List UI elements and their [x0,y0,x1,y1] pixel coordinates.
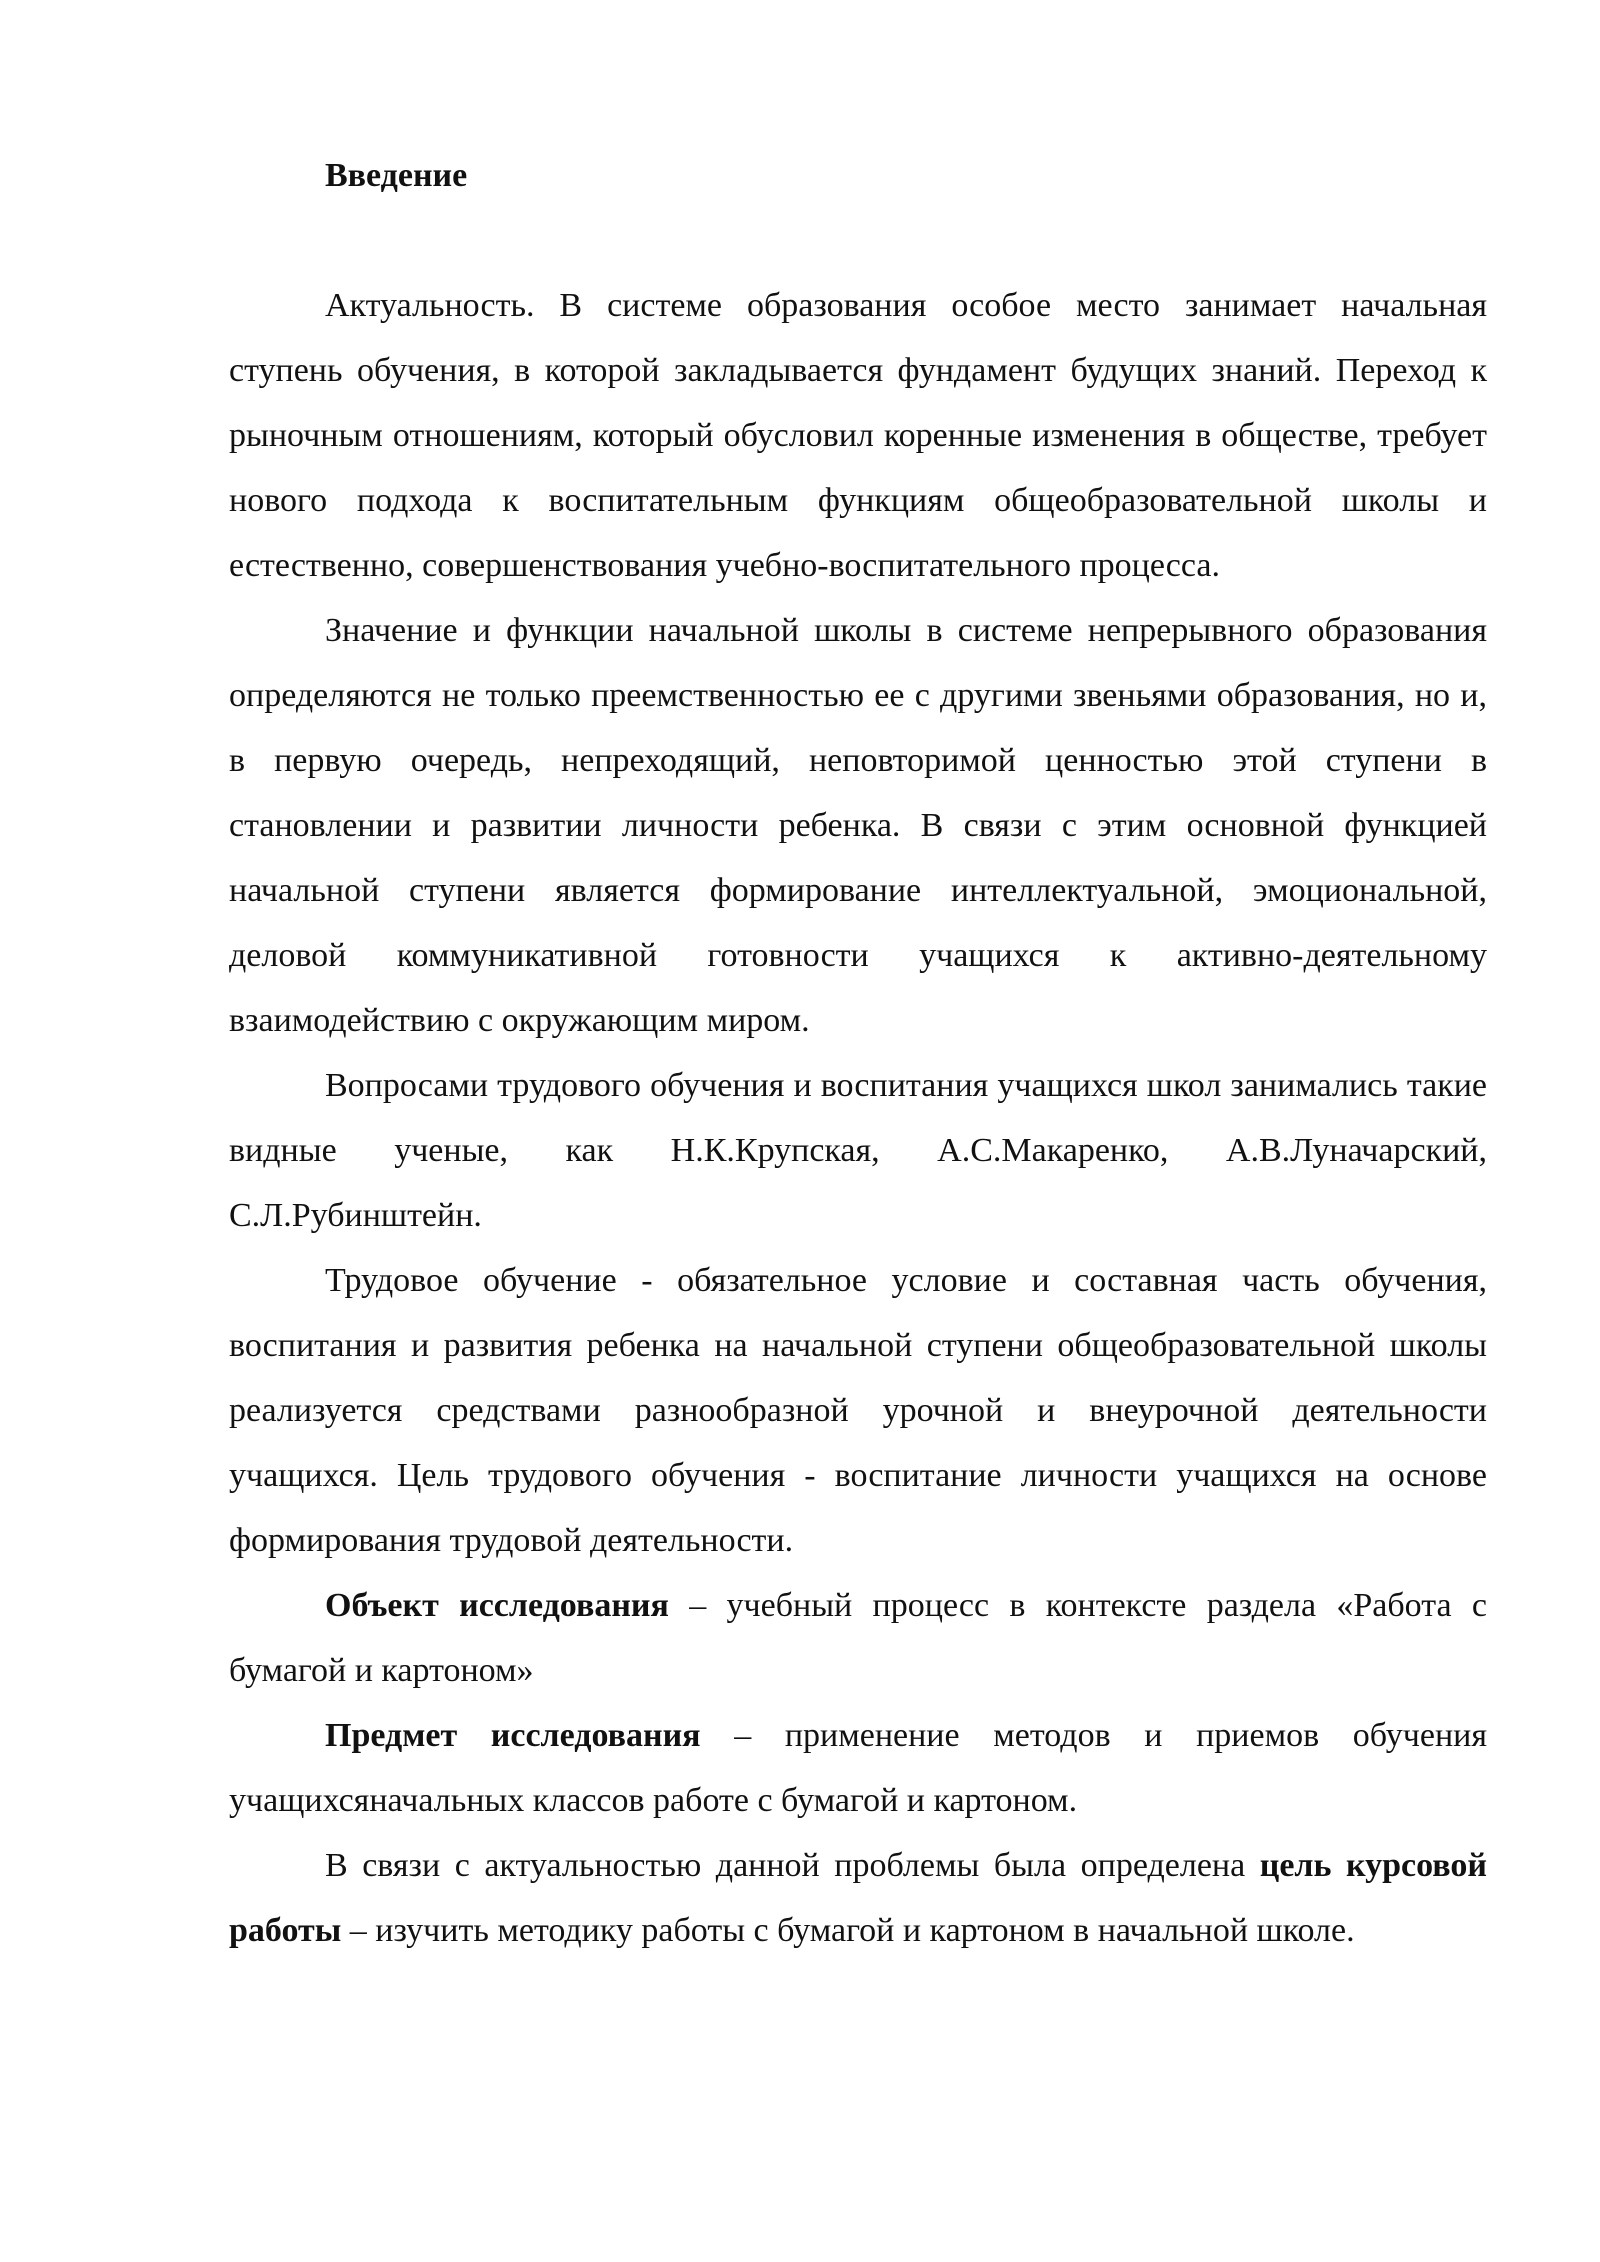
research-goal-text: – изучить методику работы с бумагой и картоном в начальной школе. [341,1912,1355,1949]
paragraph-research-goal [229,1833,1487,1963]
paragraph-scientists: Вопросами трудового обучения и воспитания учащихся школ занимались такие видные ученые, как Н.К.Крупская, А.С.Макаренко, А.В.Луначарский, С.Л.Рубинштейн. [229,1067,1487,1234]
research-object-label: Объект исследования [325,1587,669,1624]
paragraph-research-object [229,1573,1487,1703]
research-object-text: – учебный процесс в контексте раздела «Работа с бумагой и картоном» [229,1587,1487,1689]
research-subject-text: – применение методов и приемов обучения учащихсяначальных классов работе с бумагой и картоном. [229,1717,1487,1819]
section-heading: Введение [325,157,468,194]
paragraph-labor-training: Трудовое обучение - обязательное условие и составная часть обучения, воспитания и развития ребенка на начальной ступени общеобразовательной школы реализуется средствами разнообразной урочной и внеурочной деятельности учащихся. Цель трудового обучения - воспитание личности учащихся на основе формирования трудовой деятельности. [229,1262,1487,1559]
research-goal-intro: В связи с актуальностью данной проблемы была определена [325,1847,1260,1884]
research-subject-label: Предмет исследования [325,1717,701,1754]
research-goal-label: цель курсовой работы [229,1847,1487,1949]
paragraph-primary-school-role: Значение и функции начальной школы в системе непрерывного образования определяются не только преемственностью ее с другими звеньями образования, но и, в первую очередь, непреходящий, неповторимой ценностью этой ступени в становлении и развитии личности ребенка. В связи с этим основной функцией начальной ступени является формирование интеллектуальной, эмоциональной, деловой коммуникативной готовности учащихся к активно-деятельному взаимодействию с окружающим миром. [229,612,1487,1039]
paragraph-research-subject [229,1703,1487,1833]
paragraph-relevance: Актуальность. В системе образования особое место занимает начальная ступень обучения, в которой закладывается фундамент будущих знаний. Переход к рыночным отношениям, который обусловил коренные изменения в обществе, требует нового подхода к воспитательным функциям общеобразовательной школы и естественно, совершенствования учебно-воспитательного процесса. [229,287,1487,584]
document-body [229,150,1487,1963]
